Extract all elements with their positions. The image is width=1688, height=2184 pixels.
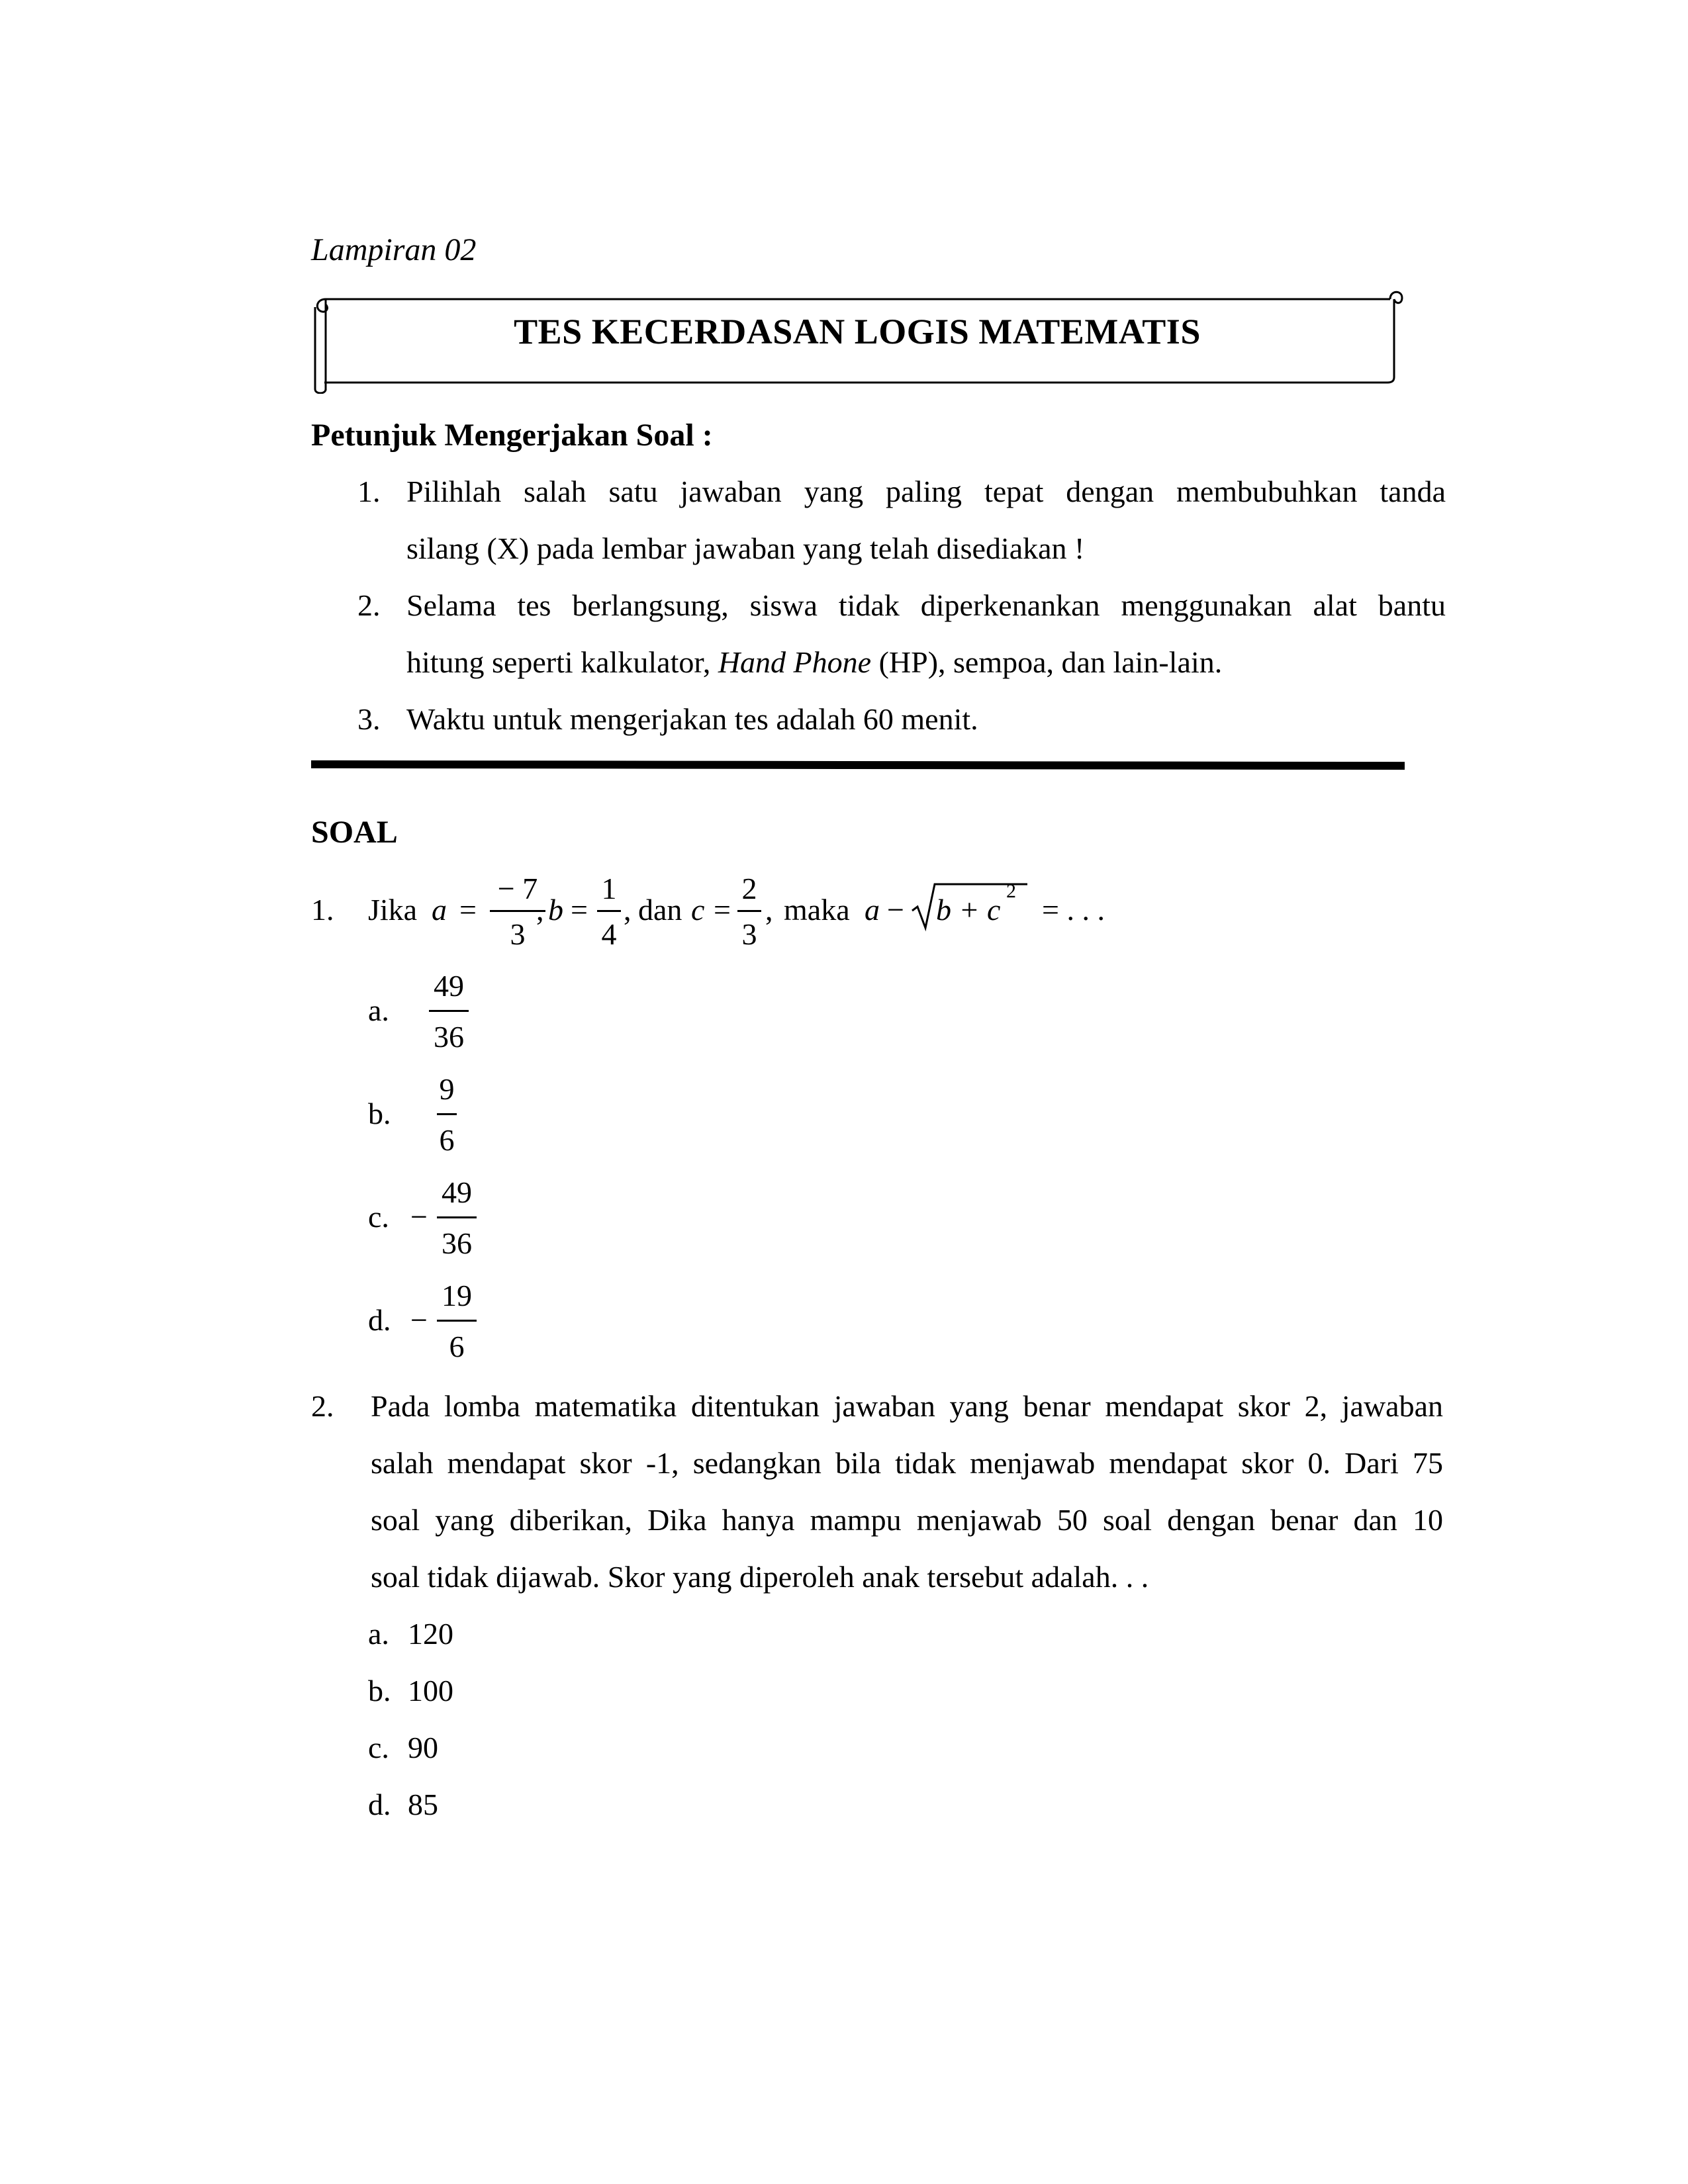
instruction-text-post: (HP), sempoa, dan lain-lain. bbox=[871, 645, 1223, 679]
fraction-numerator: 49 bbox=[434, 969, 464, 1003]
fraction-numerator: 9 bbox=[439, 1072, 455, 1106]
questions-title: SOAL bbox=[311, 815, 398, 850]
question-lead: Jika bbox=[368, 893, 418, 927]
option-letter: c. bbox=[368, 1200, 389, 1234]
question-text-line: salah mendapat skor -1, sedangkan bila tidak menjawab mendapat skor 0. Dari 75 bbox=[371, 1446, 1443, 1480]
equals-sign: = bbox=[714, 893, 731, 927]
test-title: TES KECERDASAN LOGIS MATEMATIS bbox=[514, 312, 1201, 351]
var-b: b bbox=[548, 893, 563, 927]
option-value: 85 bbox=[408, 1788, 438, 1821]
expr-a: a bbox=[865, 893, 880, 927]
fraction-denominator: 3 bbox=[510, 917, 526, 951]
fraction-denominator: 36 bbox=[434, 1020, 464, 1054]
option-letter: b. bbox=[368, 1674, 391, 1707]
fraction-denominator: 3 bbox=[741, 917, 757, 951]
comma: , bbox=[765, 893, 773, 927]
option-sign: − bbox=[410, 1200, 428, 1234]
fraction-numerator: 19 bbox=[442, 1279, 472, 1312]
fraction-numerator: 49 bbox=[442, 1175, 472, 1209]
question-connector: maka bbox=[784, 893, 850, 927]
option-value: 90 bbox=[408, 1731, 438, 1764]
question-text-line: soal tidak dijawab. Skor yang diperoleh anak tersebut adalah. . . bbox=[371, 1560, 1149, 1594]
option-value: 120 bbox=[408, 1617, 453, 1651]
instruction-number: 1. bbox=[357, 475, 381, 508]
option-letter: c. bbox=[368, 1731, 389, 1764]
appendix-label: Lampiran 02 bbox=[311, 232, 477, 267]
question-number: 2. bbox=[311, 1389, 334, 1423]
equals-sign: = bbox=[459, 893, 477, 927]
fraction-denominator: 6 bbox=[439, 1123, 455, 1157]
expr-radicand: b + c bbox=[936, 893, 1001, 927]
option-letter: a. bbox=[368, 1617, 389, 1651]
instruction-number: 2. bbox=[357, 588, 381, 622]
var-c: c bbox=[691, 893, 705, 927]
option-letter: a. bbox=[368, 993, 389, 1027]
expr-exponent: 2 bbox=[1006, 880, 1016, 902]
option-letter: d. bbox=[368, 1788, 391, 1821]
fraction-numerator: − 7 bbox=[497, 872, 538, 905]
fraction-numerator: 2 bbox=[741, 872, 757, 905]
expr-end: = . . . bbox=[1042, 893, 1105, 927]
question-text-line: soal yang diberikan, Dika hanya mampu menjawab 50 soal dengan benar dan 10 bbox=[371, 1503, 1443, 1537]
comma: , bbox=[624, 893, 632, 927]
option-letter: b. bbox=[368, 1097, 391, 1130]
instructions-title: Petunjuk Mengerjakan Soal : bbox=[311, 418, 713, 453]
instruction-number: 3. bbox=[357, 702, 381, 736]
instruction-text: Waktu untuk mengerjakan tes adalah 60 menit. bbox=[406, 702, 978, 736]
instruction-text: Pilihlah salah satu jawaban yang paling tepat dengan membubuhkan tanda bbox=[406, 475, 1446, 508]
instruction-text: silang (X) pada lembar jawaban yang telah disediakan ! bbox=[406, 531, 1085, 565]
question-text-line: Pada lomba matematika ditentukan jawaban yang benar mendapat skor 2, jawaban bbox=[371, 1389, 1443, 1423]
fraction-denominator: 6 bbox=[449, 1330, 465, 1363]
instruction-text-italic: Hand Phone bbox=[718, 645, 872, 679]
instruction-text-pre: hitung seperti kalkulator, bbox=[406, 645, 718, 679]
fraction-denominator: 4 bbox=[601, 917, 617, 951]
option-value: 100 bbox=[408, 1674, 453, 1707]
instruction-text: Selama tes berlangsung, siswa tidak diperkenankan menggunakan alat bantu bbox=[406, 588, 1446, 622]
option-sign: − bbox=[410, 1303, 428, 1337]
question-number: 1. bbox=[311, 893, 334, 927]
comma: , bbox=[536, 893, 544, 927]
conjunction: dan bbox=[638, 893, 682, 927]
option-letter: d. bbox=[368, 1303, 391, 1337]
fraction-numerator: 1 bbox=[601, 872, 617, 905]
fraction-denominator: 36 bbox=[442, 1226, 472, 1260]
expr-minus: − bbox=[887, 893, 904, 927]
equals-sign: = bbox=[571, 893, 588, 927]
var-a: a bbox=[432, 893, 447, 927]
